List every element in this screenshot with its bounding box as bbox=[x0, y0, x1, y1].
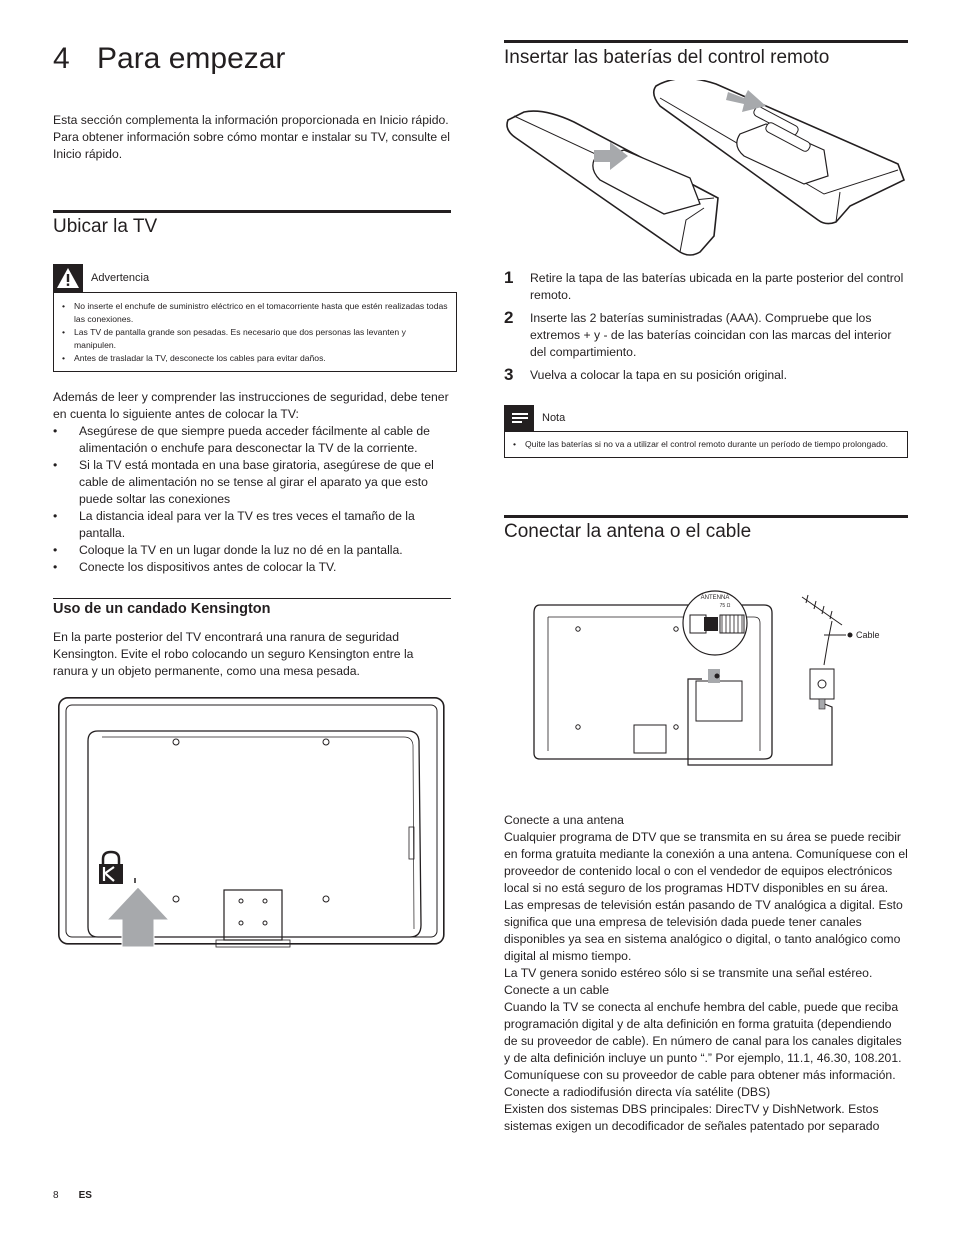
antenna-connection-diagram bbox=[532, 585, 892, 775]
paragraph: Cuando la TV se conecta al enchufe hembra del cable, puede que reciba programación digital y de alta definición en forma gratuita (dependiendo de su proveedor de cable). En número de canal para los canales digitales y de alta definición incluye un punto “.” Por ejemplo, 11.1, 46.30, 108.201. Comuníquese con su proveedor de cable para obtener más información. bbox=[504, 1000, 902, 1082]
cable-label: Cable bbox=[856, 630, 880, 640]
subheading-antena: Conecte a una antena bbox=[504, 813, 624, 827]
remote-control-open-icon bbox=[507, 111, 718, 255]
kensington-paragraph: En la parte posterior del TV encontrará una ranura de seguridad Kensington. Evite el robo colocando un seguro Kensington entre la ranura y un objeto permanente, como una mesa pesada. bbox=[53, 630, 414, 678]
placement-bullet: • Si la TV está montada en una base giratoria, asegúrese de que el cable de alimentación no se tense al girar el aparato ya que esto puede soltar las conexiones bbox=[53, 457, 451, 508]
battery-steps bbox=[504, 268, 908, 388]
section-rule bbox=[504, 515, 908, 518]
placement-lead: Además de leer y comprender las instrucciones de seguridad, debe tener en cuenta lo siguiente antes de colocar la TV: bbox=[53, 390, 449, 421]
paragraph: Cualquier programa de DTV que se transmita en su área se puede recibir en forma gratuita mediante la conexión a una antena. Comuníquese con el proveedor de contenido local o con el vendedor de equipos electrónicos local si no está seguro de los programas HDTV disponibles en su área. bbox=[504, 830, 908, 895]
chapter-number: 4 bbox=[53, 42, 70, 75]
antenna-jack-detail bbox=[683, 591, 747, 655]
ohm-label: 75 Ω bbox=[719, 603, 731, 609]
connection-text-block bbox=[504, 812, 908, 1135]
step-text: Inserte las 2 baterías suministradas (AAA). Compruebe que los extremos + y - de las baterías coincidan con las marcas del interior del compartimiento. bbox=[530, 311, 892, 359]
section-heading-baterias: Insertar las baterías del control remoto bbox=[504, 47, 830, 68]
step-item bbox=[504, 308, 908, 361]
note-box bbox=[504, 431, 908, 458]
step-number: 1 bbox=[504, 268, 514, 287]
chapter-title-text: Para empezar bbox=[97, 42, 286, 75]
section-heading-antena: Conectar la antena o el cable bbox=[504, 521, 752, 542]
step-item bbox=[504, 365, 908, 384]
paragraph: La TV genera sonido estéreo sólo si se transmite una señal estéreo. bbox=[504, 966, 873, 980]
placement-bullet: • Coloque la TV en un lugar donde la luz no dé en la pantalla. bbox=[53, 542, 451, 559]
step-text: Retire la tapa de las baterías ubicada en la parte posterior del control remoto. bbox=[530, 271, 904, 302]
language-code: ES bbox=[78, 1190, 92, 1201]
placement-bullet: • La distancia ideal para ver la TV es tres veces el tamaño de la pantalla. bbox=[53, 508, 451, 542]
step-number: 2 bbox=[504, 308, 514, 327]
kensington-lock-icon bbox=[99, 852, 123, 884]
step-text: Vuelva a colocar la tapa en su posición original. bbox=[530, 368, 787, 382]
placement-bullet: • Asegúrese de que siempre pueda acceder fácilmente al cable de alimentación o enchufe para desconectar la TV de la corriente. bbox=[53, 423, 451, 457]
warning-box bbox=[53, 292, 457, 372]
subsection-heading-kensington: Uso de un candado Kensington bbox=[53, 601, 271, 617]
note-icon bbox=[504, 405, 534, 431]
chapter-title bbox=[53, 42, 285, 76]
placement-bullet: • Conecte los dispositivos antes de colocar la TV. bbox=[53, 559, 451, 576]
remote-battery-illustration bbox=[504, 80, 908, 258]
note-item: • Quite las baterías si no va a utilizar el control remoto durante un período de tiempo prolongado. bbox=[513, 438, 899, 451]
step-number: 3 bbox=[504, 365, 514, 384]
note-header bbox=[504, 405, 565, 431]
subheading-dbs: Conecte a radiodifusión directa vía satélite (DBS) bbox=[504, 1085, 771, 1099]
section-rule bbox=[53, 210, 451, 213]
paragraph: Existen dos sistemas DBS principales: DirecTV y DishNetwork. Estos sistemas exigen un decodificador de señales patentado por separado bbox=[504, 1102, 880, 1133]
placement-block bbox=[53, 389, 451, 576]
subsection-rule bbox=[53, 598, 451, 599]
step-item bbox=[504, 268, 908, 304]
section-heading-ubicar: Ubicar la TV bbox=[53, 216, 158, 237]
warning-header bbox=[53, 264, 149, 292]
page-footer bbox=[53, 1190, 92, 1201]
arrow-up-icon bbox=[107, 887, 169, 947]
note-label: Nota bbox=[542, 412, 566, 424]
warning-label: Advertencia bbox=[91, 272, 150, 284]
warning-icon bbox=[53, 264, 83, 292]
warning-item: • No inserte el enchufe de suministro eléctrico en el tomacorriente hasta que estén realizadas todas las conexiones. bbox=[62, 300, 448, 326]
paragraph: Las empresas de televisión están pasando de TV analógica a digital. Esto significa que una empresa de televisión dada puede tener canales disponibles ya sea en sistema analógico o digital, o tanto analógico como digital al mismo tiempo. bbox=[504, 898, 903, 963]
wall-outlet-icon bbox=[810, 669, 834, 709]
warning-item: • Antes de trasladar la TV, desconecte los cables para evitar daños. bbox=[62, 352, 448, 365]
warning-item: • Las TV de pantalla grande son pesadas. Es necesario que dos personas las levanten y manipulen. bbox=[62, 326, 448, 352]
antenna-icon bbox=[802, 595, 880, 665]
tv-back-illustration bbox=[58, 697, 448, 949]
intro-paragraph: Esta sección complementa la información proporcionada en Inicio rápido. Para obtener información sobre cómo montar e instalar su TV, consulte el Inicio rápido. bbox=[53, 113, 450, 161]
section-rule bbox=[504, 40, 908, 43]
page-number: 8 bbox=[53, 1190, 59, 1201]
subheading-cable: Conecte a un cable bbox=[504, 983, 610, 997]
antenna-port-label: ANTENNA bbox=[700, 595, 730, 601]
